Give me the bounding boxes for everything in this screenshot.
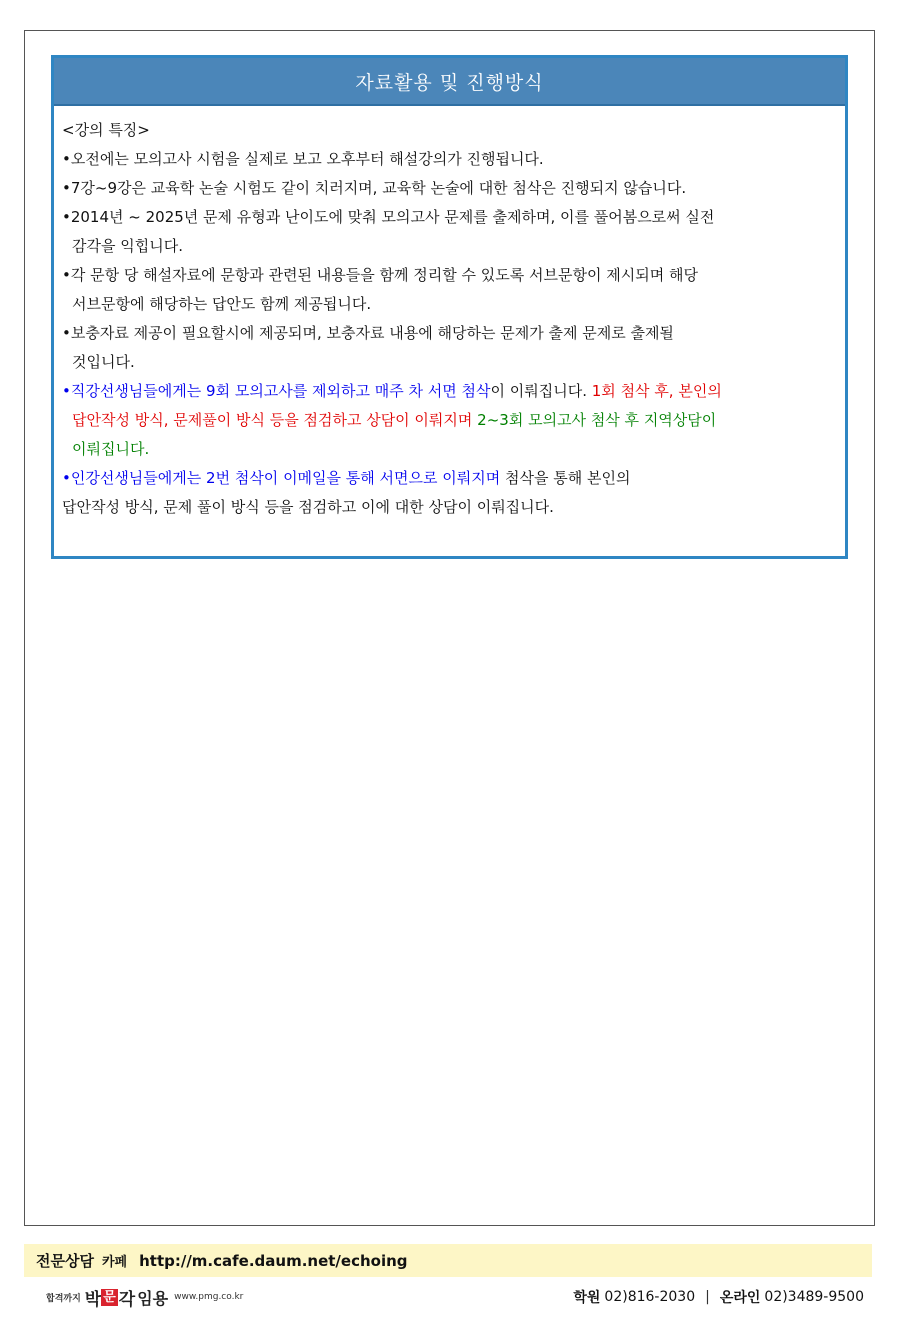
- brand-suffix: 임용: [137, 1288, 169, 1308]
- bullet-5-cont: 것입니다.: [72, 353, 135, 371]
- consult-label: 전문상담: [36, 1252, 94, 1270]
- cafe-label: 카페: [101, 1255, 128, 1270]
- section-title: 자료활용 및 진행방식: [54, 58, 845, 106]
- direct-bullet-cont: [62, 406, 837, 435]
- footer-bottom: [24, 1282, 872, 1312]
- direct-black-text: 이 이뤄집니다.: [490, 382, 592, 400]
- direct-bullet-cont-2: [62, 435, 837, 464]
- brand-logo: [24, 1285, 243, 1310]
- online-bullet-cont: 답안작성 방식, 문제 풀이 방식 등을 점검하고 이에 대한 상담이 이뤄집니다.: [62, 498, 554, 516]
- brand-char-2: 문: [103, 1289, 116, 1305]
- online-bullet: [62, 464, 837, 493]
- contact-info: [573, 1287, 872, 1307]
- bullet-2: •7강~9강은 교육학 논술 시험도 같이 치러지며, 교육학 논술에 대한 첨삭은 진행되지 않습니다.: [62, 179, 687, 197]
- direct-green-text-1: 2~3회 모의고사 첨삭 후 지역상담이: [477, 411, 717, 429]
- consult-bar: [24, 1244, 872, 1277]
- brand-tagline: 합격까지: [46, 1293, 81, 1304]
- online-black-text-1: 첨삭을 통해 본인의: [500, 469, 631, 487]
- brand-char-3: 각: [118, 1289, 135, 1310]
- bullet-4: •각 문항 당 해설자료에 문항과 관련된 내용들을 함께 정리할 수 있도록 서브문항이 제시되며 해당: [62, 266, 698, 284]
- bullet-3-cont: 감각을 익힙니다.: [72, 237, 183, 255]
- bullet-3: •2014년 ~ 2025년 문제 유형과 난이도에 맞춰 모의고사 문제를 출제하며, 이를 풀어봄으로써 실전: [62, 208, 715, 226]
- online-phone: 02)3489-9500: [764, 1289, 864, 1305]
- features-heading: <강의 특징>: [62, 121, 150, 139]
- bullet-4-cont: 서브문항에 해당하는 답안도 함께 제공됩니다.: [72, 295, 372, 313]
- brand-char-1: 박: [84, 1289, 101, 1310]
- academy-label: 학원: [573, 1290, 601, 1306]
- bullet-1: •오전에는 모의고사 시험을 실제로 보고 오후부터 해설강의가 진행됩니다.: [62, 150, 544, 168]
- direct-blue-text: •직강선생님들에게는 9회 모의고사를 제외하고 매주 차 서면 첨삭: [62, 382, 491, 400]
- academy-phone: 02)816-2030: [604, 1289, 696, 1305]
- info-body: [54, 106, 845, 522]
- direct-red-text-2: 답안작성 방식, 문제풀이 방식 등을 점검하고 상담이 이뤄지며: [72, 411, 478, 429]
- online-label: 온라인: [719, 1290, 761, 1306]
- direct-bullet: [62, 377, 837, 406]
- direct-red-text-1: 1회 첨삭 후, 본인의: [591, 382, 722, 400]
- contact-separator: |: [705, 1289, 710, 1305]
- bullet-5: •보충자료 제공이 필요할시에 제공되며, 보충자료 내용에 해당하는 문제가 출제 문제로 출제될: [62, 324, 674, 342]
- brand-url[interactable]: www.pmg.co.kr: [174, 1292, 244, 1302]
- info-box: [51, 55, 848, 559]
- online-blue-text: •인강선생님들에게는 2번 첨삭이 이메일을 통해 서면으로 이뤄지며: [62, 469, 501, 487]
- cafe-link[interactable]: http://m.cafe.daum.net/echoing: [139, 1251, 408, 1270]
- direct-green-text-2: 이뤄집니다.: [72, 440, 150, 458]
